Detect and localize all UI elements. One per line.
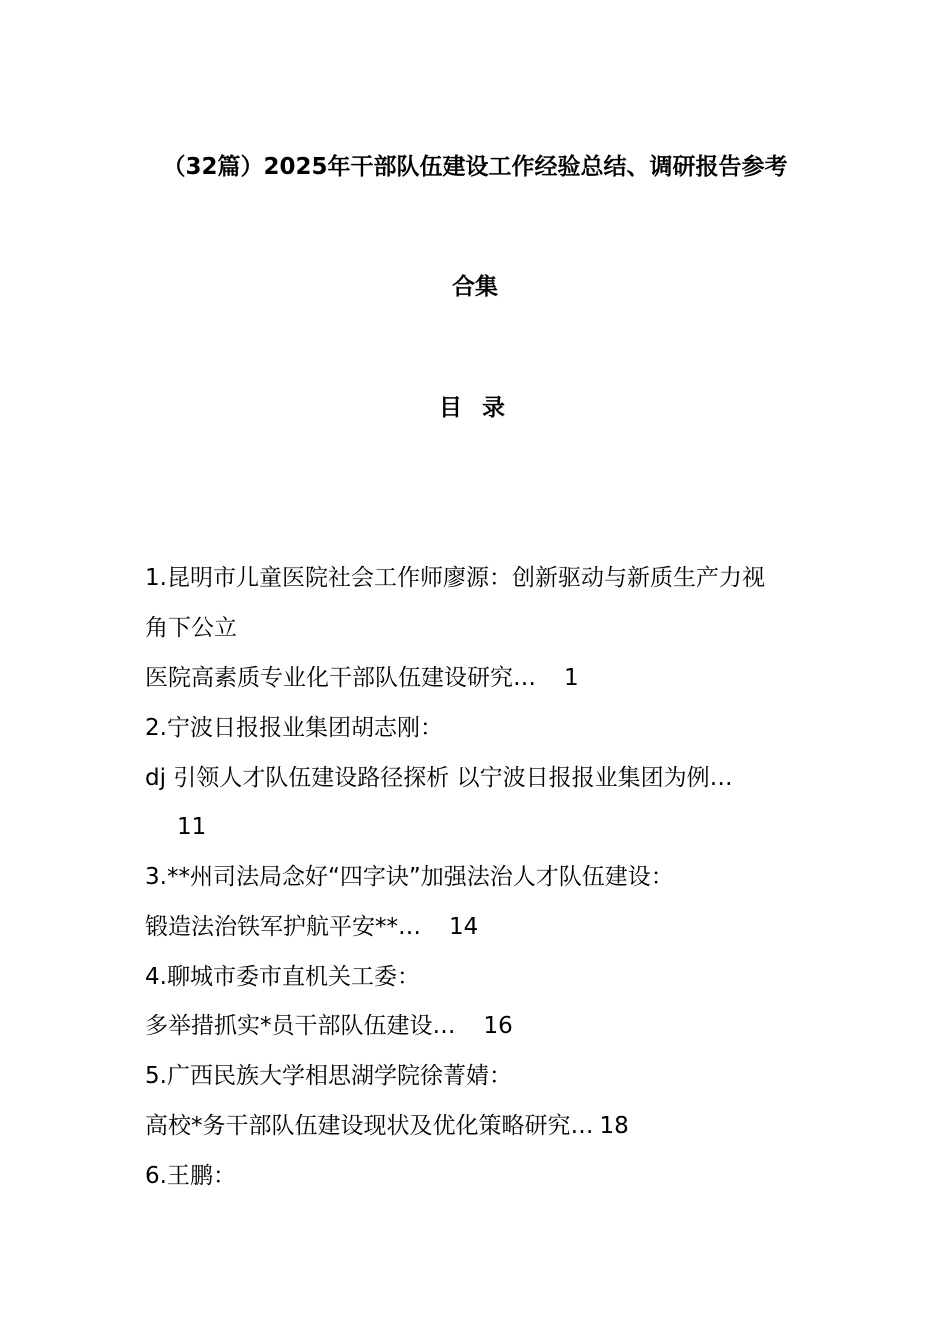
toc-line — [145, 613, 237, 643]
toc-line — [145, 862, 674, 892]
toc-entry-text: 5.广西民族大学相思湖学院徐菁婧： — [145, 1063, 512, 1089]
toc-entry-text: 3.**州司法局念好“四字诀”加强法治人才队伍建设： — [145, 864, 674, 890]
toc-heading: 目 录 — [438, 395, 511, 421]
toc-entry-text: 4.聊城市委市直机关工委： — [145, 964, 420, 990]
toc-line — [145, 1111, 629, 1141]
toc-line — [145, 763, 733, 793]
toc-line — [145, 1011, 513, 1041]
toc-entry-text: 角下公立 — [145, 615, 237, 641]
toc-entry-text: 多举措抓实*员干部队伍建设… — [145, 1013, 456, 1039]
toc-line — [145, 1161, 236, 1191]
toc-page-number: 16 — [483, 1013, 513, 1039]
toc-entry-text: 6.王鹏： — [145, 1163, 236, 1189]
toc-line — [145, 663, 579, 693]
toc-entry-text: 1.昆明市儿童医院社会工作师廖源：创新驱动与新质生产力视 — [145, 565, 765, 591]
toc-line — [145, 1061, 512, 1091]
toc-page-number: 18 — [599, 1113, 629, 1139]
toc-line — [177, 812, 206, 842]
toc-entry-text: 2.宁波日报报业集团胡志刚： — [145, 715, 443, 741]
toc-line — [145, 912, 478, 942]
toc-entry-text: 医院高素质专业化干部队伍建设研究… — [145, 665, 536, 691]
toc-page-number: 14 — [449, 914, 479, 940]
toc-entry-text: dj 引领人才队伍建设路径探析 以宁波日报报业集团为例… — [145, 765, 733, 791]
toc-page-number: 1 — [564, 665, 579, 691]
toc-entry-text: 锻造法治铁军护航平安**… — [145, 914, 421, 940]
document-title-line-2: 合集 — [452, 274, 498, 300]
toc-line — [145, 563, 765, 593]
toc-entry-text: 高校*务干部队伍建设现状及优化策略研究… — [145, 1113, 594, 1139]
toc-line — [145, 962, 420, 992]
document-title-line-1: （32篇）2025年干部队伍建设工作经验总结、调研报告参考 — [162, 154, 788, 180]
toc-line — [145, 713, 443, 743]
toc-page-number: 11 — [177, 814, 207, 840]
